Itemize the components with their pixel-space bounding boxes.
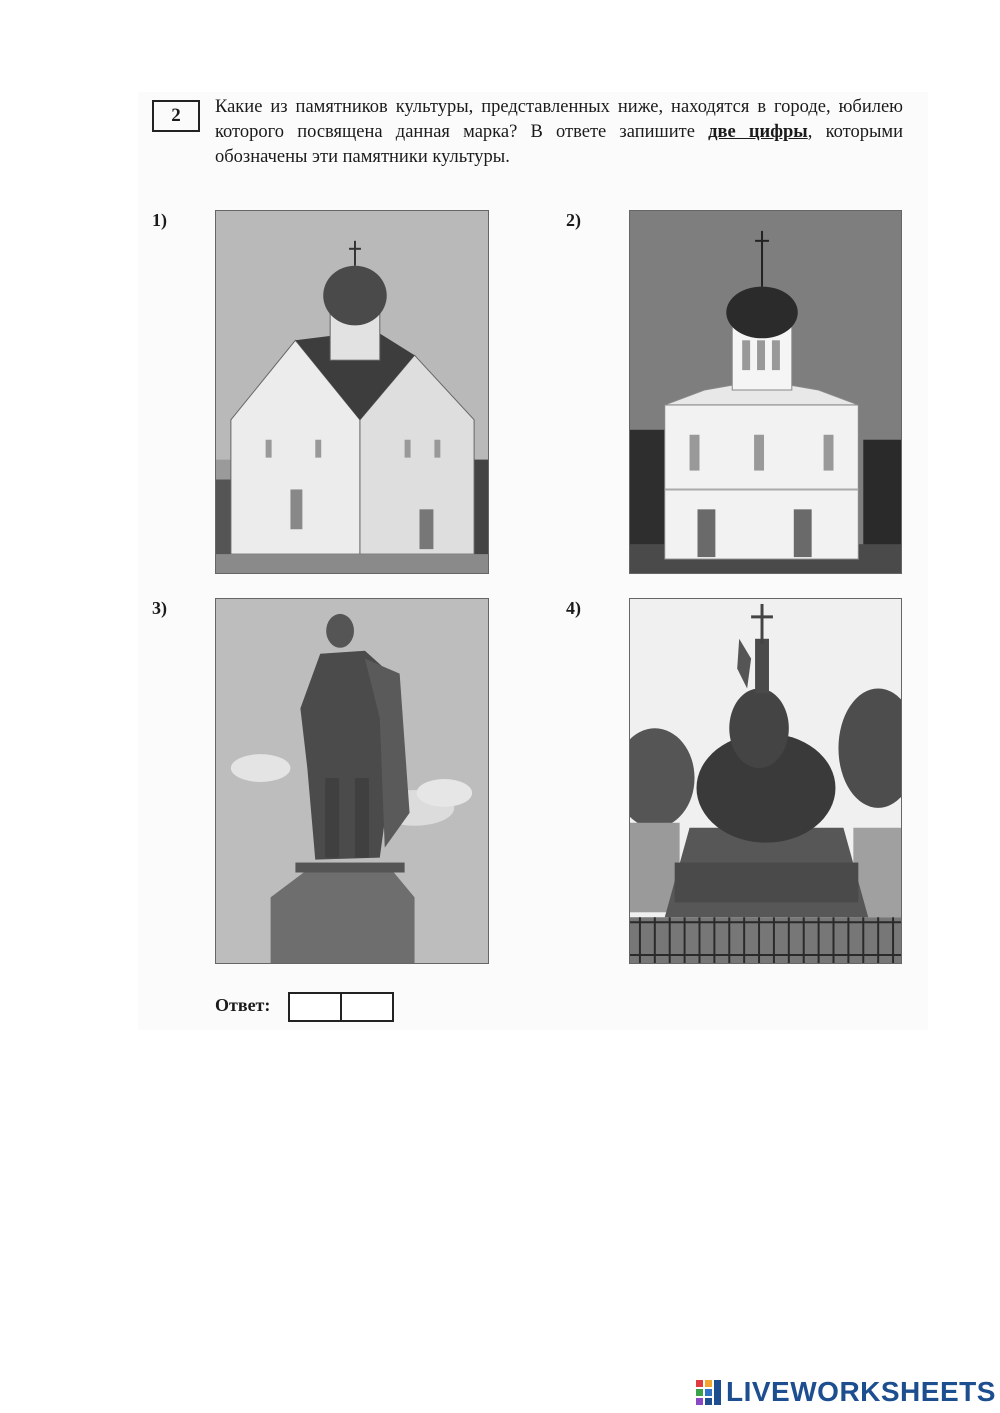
liveworksheets-logo-icon	[696, 1378, 722, 1406]
answer-label: Ответ:	[215, 995, 271, 1015]
task-number-box	[152, 100, 200, 132]
photo-church-gabled	[215, 210, 489, 574]
photo-white-church	[629, 210, 902, 574]
answer-cell-2[interactable]	[340, 992, 394, 1022]
answer-cell-1[interactable]	[288, 992, 342, 1022]
item-label-2: 2)	[566, 210, 581, 230]
liveworksheets-logo	[696, 1372, 996, 1412]
question-part2: , которыми обозначены эти памятники культуры.	[215, 122, 903, 167]
photo-millennium-monument	[629, 598, 902, 964]
photo-statue-monument	[215, 598, 489, 964]
item-label-4: 4)	[566, 598, 581, 618]
question-emphasis: две цифры	[708, 122, 808, 142]
question-part1: Какие из памятников культуры, представленных ниже, находятся в городе, юбилею которого посвящена данная марка? В ответе запишите	[215, 97, 903, 142]
task-number: 2	[171, 105, 181, 126]
question-text	[215, 95, 903, 170]
item-label-1: 1)	[152, 210, 167, 230]
item-label-3: 3)	[152, 598, 167, 618]
liveworksheets-logo-text: LIVEWORKSHEETS	[726, 1376, 996, 1407]
